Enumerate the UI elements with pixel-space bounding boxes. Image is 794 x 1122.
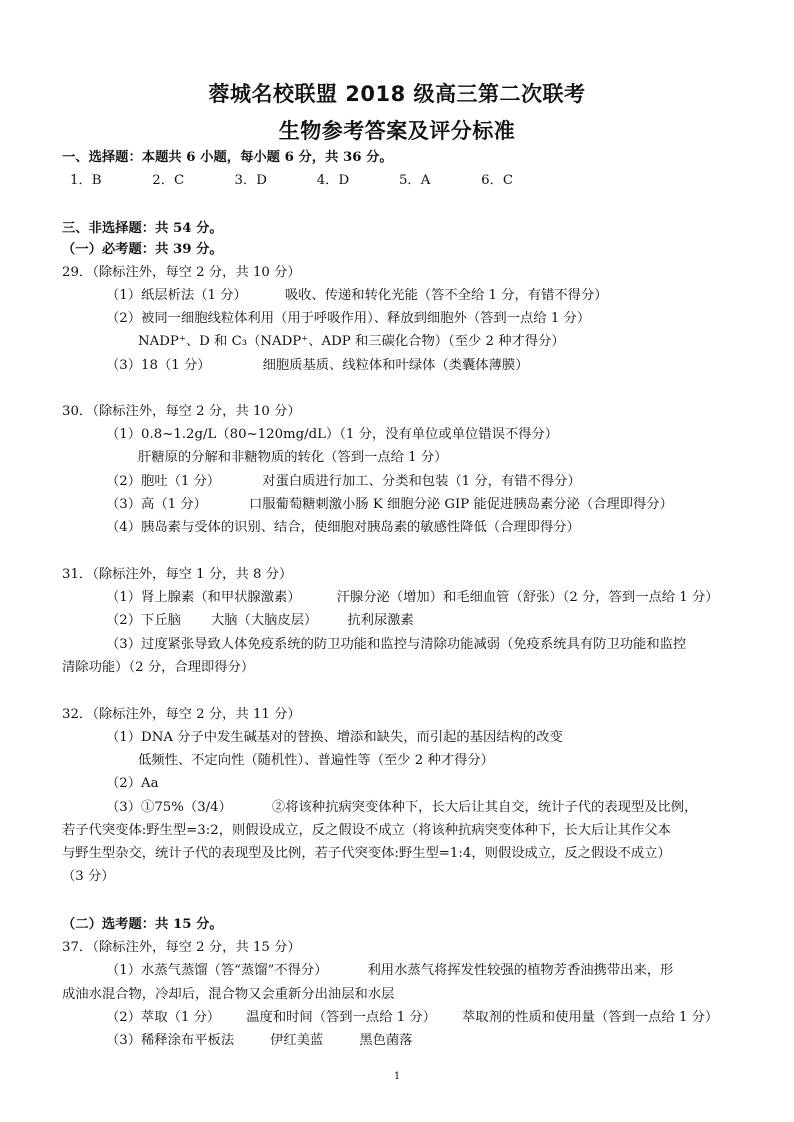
mcq-answers (70, 172, 750, 190)
q31-answer-1a: （1）肾上腺素（和甲状腺激素） (106, 590, 301, 605)
q30-answer-1b: 肝糖原的分解和非糖物质的转化（答到一点给 1 分） (138, 450, 448, 465)
mcq-answer-1: 1．B (70, 173, 102, 188)
q32-answer-2: （2）Aa (106, 776, 159, 791)
q37-answer-3c: 黑色菌落 (359, 1033, 413, 1048)
q30-heading: 30．（除标注外，每空 2 分，共 10 分） (62, 404, 301, 419)
q30-answer-3b: 口服葡萄糖刺激小肠 K 细胞分泌 GIP 能促进胰岛素分泌（合理即得分） (248, 497, 673, 512)
mcq-answer-6: 6．C (481, 173, 514, 188)
q37-answer-2c: 萃取剂的性质和使用量（答到一点给 1 分） (462, 1010, 719, 1025)
q37-answer-3b: 伊红美蓝 (270, 1033, 324, 1048)
q29-line (106, 287, 786, 305)
q32-answer-3b: ②将该种抗病突变体种下，长大后让其自交，统计子代的表现型及比例， (271, 800, 698, 815)
q30-answer-2b: 对蛋白质进行加工、分类和包装（1 分，有错不得分） (262, 474, 581, 489)
q37-line (106, 1032, 786, 1050)
q31-answer-3-cont: 清除功能）（2 分，合理即得分） (62, 660, 255, 675)
q29-answer-3a: （3）18（1 分） (106, 358, 211, 373)
q30-line (106, 473, 786, 491)
mcq-answer-3: 3．D (234, 173, 267, 188)
q37-answer-3a: （3）稀释涂布平板法 (106, 1033, 235, 1048)
q37-answer-1b: 利用水蒸气将挥发性较强的植物芳香油携带出来，形 (367, 963, 674, 978)
q30-answer-2a: （2）胞吐（1 分） (106, 474, 221, 489)
q31-answer-2b: 大脑（大脑皮层） (210, 613, 318, 628)
q29-heading: 29．（除标注外，每空 2 分，共 10 分） (62, 265, 301, 280)
q30-line (106, 496, 786, 514)
q32-heading: 32．（除标注外，每空 2 分，共 11 分） (62, 707, 301, 722)
q31-heading: 31．（除标注外，每空 1 分，共 8 分） (62, 567, 293, 582)
q30-answer-1: （1）0.8~1.2g/L（80~120mg/dL）（1 分，没有单位或单位错误不得分） (106, 427, 559, 442)
q32-answer-3a: （3）①75%（3/4） (106, 800, 232, 815)
q37-answer-1-cont: 成油水混合物，冷却后，混合物又会重新分出油层和水层 (62, 987, 395, 1002)
q31-answer-3: （3）过度紧张导致人体免疫系统的防卫功能和监控与清除功能减弱（免疫系统具有防卫功能和监控 (106, 637, 687, 652)
q37-answer-1a: （1）水蒸气蒸馏（答“蒸馏”不得分） (106, 963, 328, 978)
required-questions-header: （一）必考题：共 39 分。 (62, 242, 223, 257)
mcq-answer-2: 2．C (152, 173, 185, 188)
mcq-answer-5: 5．A (398, 173, 431, 188)
section3-header: 三、非选择题：共 54 分。 (62, 221, 223, 236)
q37-answer-2a: （2）萃取（1 分） (106, 1010, 221, 1025)
q32-answer-1: （1）DNA 分子中发生碱基对的替换、增添和缺失，而引起的基因结构的改变 (106, 730, 563, 745)
q31-answer-2a: （2）下丘脑 (106, 613, 181, 628)
q31-answer-2c: 抗利尿激素 (347, 613, 414, 628)
q37-answer-2b: 温度和时间（答到一点给 1 分） (246, 1010, 437, 1025)
q37-heading: 37．（除标注外，每空 2 分，共 15 分） (62, 940, 301, 955)
q31-answer-1b: 汗腺分泌（增加）和毛细血管（舒张）（2 分，答到一点给 1 分） (336, 590, 719, 605)
page-title: 蓉城名校联盟 2018 级高三第二次联考 (208, 82, 586, 106)
q29-answer-1b: 吸收、传递和转化光能（答不全给 1 分，有错不得分） (284, 288, 608, 303)
optional-questions-header: （二）选考题：共 15 分。 (62, 917, 223, 932)
mcq-answer-4: 4．D (316, 173, 350, 188)
page-subtitle: 生物参考答案及评分标准 (278, 119, 516, 143)
q31-line (106, 589, 786, 607)
q31-line (106, 612, 786, 630)
q29-answer-1a: （1）纸层析法（1 分） (106, 288, 247, 303)
q32-answer-3-cont3: （3 分） (62, 869, 115, 884)
q37-line (106, 962, 786, 980)
q29-answer-2b: NADP⁺、D 和 C₃（NADP⁺、ADP 和三碳化合物）（至少 2 种才得分） (138, 334, 565, 349)
section1-header: 一、选择题：本题共 6 小题，每小题 6 分，共 36 分。 (62, 150, 393, 165)
page-number: 1 (393, 1071, 401, 1082)
q30-answer-3a: （3）高（1 分） (106, 497, 207, 512)
q32-line (106, 799, 786, 817)
q30-answer-4: （4）胰岛素与受体的识别、结合，使细胞对胰岛素的敏感性降低（合理即得分） (106, 520, 580, 535)
q32-answer-3-cont2: 与野生型杂交，统计子代的表现型及比例，若子代突变体:野生型=1:4，则假设成立，反之假设不成立） (62, 846, 671, 861)
q32-answer-3-cont1: 若子代突变体:野生型=3:2，则假设成立，反之假设不成立（将该种抗病突变体种下，长大后让其作父本 (62, 823, 671, 838)
q29-answer-3b: 细胞质基质、线粒体和叶绿体（类囊体薄膜） (262, 358, 529, 373)
q29-line (106, 357, 786, 375)
q29-answer-2: （2）被同一细胞线粒体利用（用于呼吸作用）、释放到细胞外（答到一点给 1 分） (106, 311, 591, 326)
q32-answer-1b: 低频性、不定向性（随机性）、普遍性等（至少 2 种才得分） (138, 753, 494, 768)
q37-line (106, 1009, 786, 1027)
